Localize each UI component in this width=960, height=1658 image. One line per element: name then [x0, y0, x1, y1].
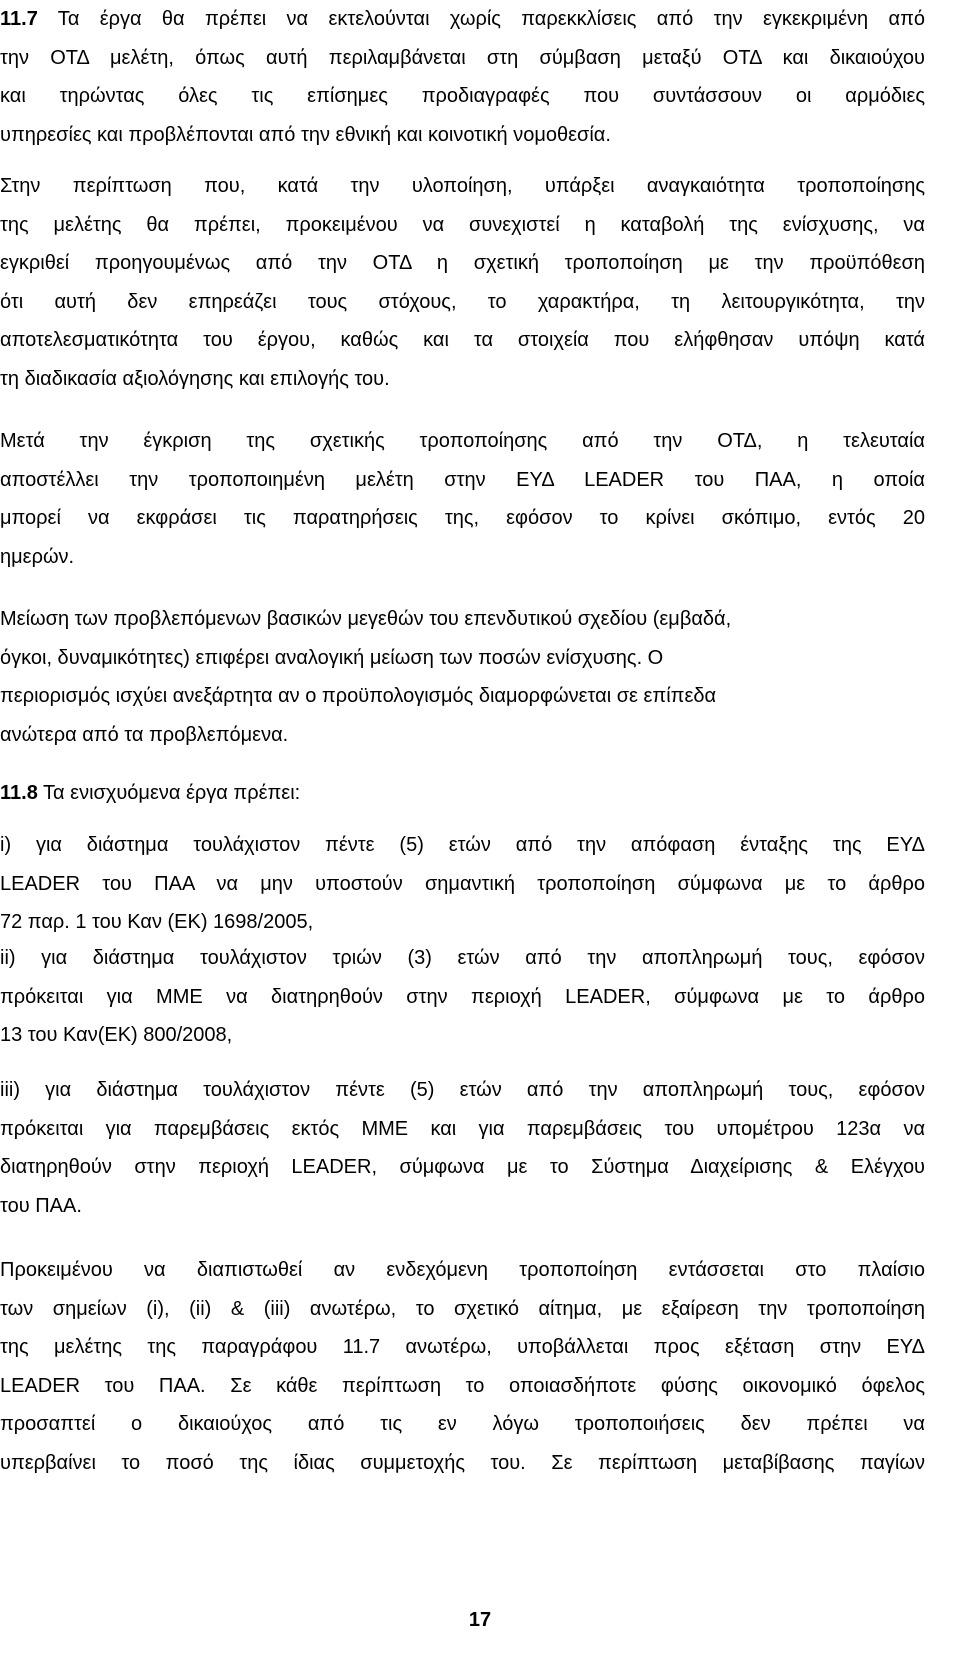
- paragraph-modification: [0, 167, 925, 398]
- text-line: 11.7 Τα έργα θα πρέπει να εκτελούνται χωρίς παρεκκλίσεις από την εγκεκριμένη από: [0, 8, 925, 30]
- section-number: 11.7: [0, 8, 38, 30]
- text-line: 72 παρ. 1 του Καν (ΕΚ) 1698/2005,: [0, 911, 314, 933]
- paragraph-11-7: [0, 0, 925, 154]
- text-line: περιορισμός ισχύει ανεξάρτητα αν ο προϋπολογισμός διαμορφώνεται σε επίπεδα: [0, 685, 717, 707]
- page-number: 17: [468, 1609, 492, 1631]
- text-line: της μελέτης της παραγράφου 11.7 ανωτέρω, υποβάλλεται προς εξέταση στην ΕΥΔ: [0, 1336, 925, 1358]
- text-line: και τηρώντας όλες τις επίσημες προδιαγραφές που συντάσσουν οι αρμόδιες: [0, 85, 925, 107]
- text-line: εγκριθεί προηγουμένως από την ΟΤΔ η σχετική τροποποίηση με την προϋπόθεση: [0, 252, 925, 274]
- text-line: Μετά την έγκριση της σχετικής τροποποίησης από την ΟΤΔ, η τελευταία: [0, 430, 925, 452]
- text-line: πρόκειται για ΜΜΕ να διατηρηθούν στην περιοχή LEADER, σύμφωνα με το άρθρο: [0, 985, 925, 1008]
- text-line: 13 του Καν(ΕΚ) 800/2008,: [0, 1024, 233, 1046]
- text-line: τη διαδικασία αξιολόγησης και επιλογής του.: [0, 367, 390, 390]
- text-line: i) για διάστημα τουλάχιστον πέντε (5) ετών από την απόφαση ένταξης της ΕΥΔ: [0, 834, 925, 856]
- text-line: ii) για διάστημα τουλάχιστον τριών (3) ετών από την αποπληρωμή τους, εφόσον: [0, 947, 925, 969]
- text-line: των σημείων (i), (ii) & (iii) ανωτέρω, το σχετικό αίτημα, με εξαίρεση την τροποποίηση: [0, 1297, 925, 1320]
- text-line: του ΠΑΑ.: [0, 1194, 82, 1217]
- paragraph-approval: [0, 422, 925, 576]
- list-item-ii: [0, 939, 925, 1055]
- text-line: ανώτερα από τα προβλεπόμενα.: [0, 723, 289, 746]
- text-line: Προκειμένου να διαπιστωθεί αν ενδεχόμενη τροποποίηση εντάσσεται στο πλαίσιο: [0, 1259, 925, 1281]
- text-line: ότι αυτή δεν επηρεάζει τους στόχους, το χαρακτήρα, τη λειτουργικότητα, την: [0, 290, 925, 313]
- text-line: πρόκειται για παρεμβάσεις εκτός ΜΜΕ και για παρεμβάσεις του υπομέτρου 123α να: [0, 1117, 925, 1140]
- list-item-i: [0, 826, 925, 942]
- text-line: την ΟΤΔ μελέτη, όπως αυτή περιλαμβάνεται στη σύμβαση μεταξύ ΟΤΔ και δικαιούχου: [0, 46, 925, 69]
- text-line: όγκοι, δυναμικότητες) επιφέρει αναλογική μείωση των ποσών ενίσχυσης. Ο: [0, 646, 664, 669]
- text-line: αποστέλλει την τροποποιημένη μελέτη στην ΕΥΔ LEADER του ΠΑΑ, η οποία: [0, 468, 925, 491]
- text-line: LEADER του ΠΑΑ να μην υποστούν σημαντική τροποποίηση σύμφωνα με το άρθρο: [0, 872, 925, 895]
- text-line: LEADER του ΠΑΑ. Σε κάθε περίπτωση το οποιασδήποτε φύσης οικονομικό όφελος: [0, 1374, 925, 1397]
- paragraph-reduction: [0, 600, 925, 754]
- text-line: iii) για διάστημα τουλάχιστον πέντε (5) ετών από την αποπληρωμή τους, εφόσον: [0, 1079, 925, 1101]
- text-line: της μελέτης θα πρέπει, προκειμένου να συνεχιστεί η καταβολή της ενίσχυσης, να: [0, 213, 925, 236]
- paragraph-exceptions: [0, 1251, 925, 1482]
- text-line: υπηρεσίες και προβλέπονται από την εθνική και κοινοτική νομοθεσία.: [0, 123, 611, 146]
- text-line: ημερών.: [0, 545, 75, 568]
- text-line: αποτελεσματικότητα του έργου, καθώς και τα στοιχεία που ελήφθησαν υπόψη κατά: [0, 329, 925, 351]
- list-item-iii: [0, 1071, 925, 1225]
- text-line: Μείωση των προβλεπόμενων βασικών μεγεθών του επενδυτικού σχεδίου (εμβαδά,: [0, 608, 732, 630]
- text-line: διατηρηθούν στην περιοχή LEADER, σύμφωνα με το Σύστημα Διαχείρισης & Ελέγχου: [0, 1156, 925, 1178]
- text-line: μπορεί να εκφράσει τις παρατηρήσεις της, εφόσον το κρίνει σκόπιμο, εντός 20: [0, 507, 925, 529]
- text-line: 11.8 Τα ενισχυόμενα έργα πρέπει:: [0, 782, 301, 804]
- section-number: 11.8: [0, 782, 38, 804]
- text-line: προσαπτεί ο δικαιούχος από τις εν λόγω τροποποιήσεις δεν πρέπει να: [0, 1413, 925, 1435]
- text-line: υπερβαίνει το ποσό της ίδιας συμμετοχής του. Σε περίπτωση μεταβίβασης παγίων: [0, 1451, 925, 1474]
- section-11-8-heading: [0, 774, 925, 813]
- text-line: Στην περίπτωση που, κατά την υλοποίηση, υπάρξει αναγκαιότητα τροποποίησης: [0, 175, 925, 197]
